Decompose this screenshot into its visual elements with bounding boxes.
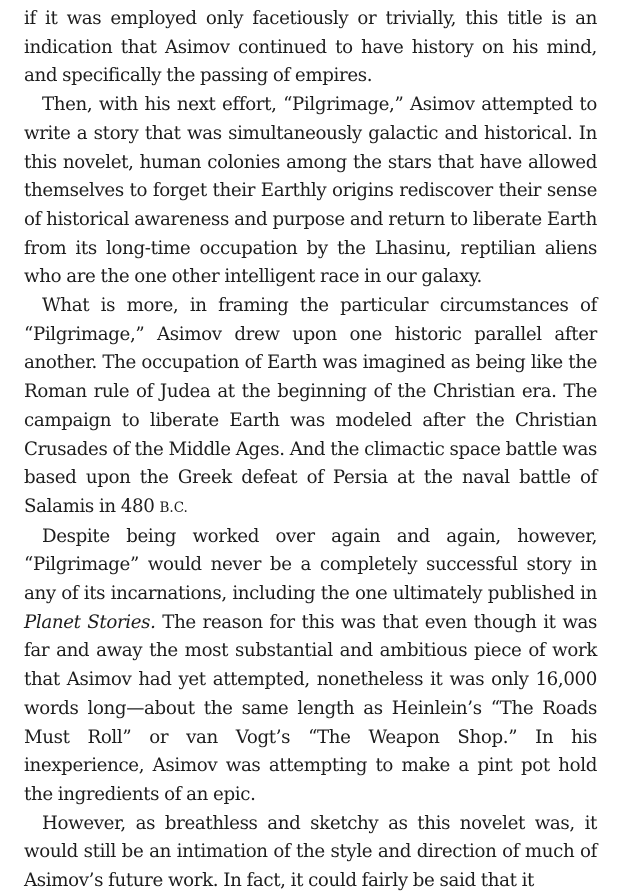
paragraph-5-text: However, as breathless and sketchy as this novelet was, it would still be an intimation of the style and direction of much of Asimov’s future work. In fact, it could fairly be said that it xyxy=(24,812,597,892)
paragraph-4-text-start: Despite being worked over again and again, however, “Pilgrimage” would never be a completely successful story in any of its incarnations, including the one ultimately published in xyxy=(24,525,597,605)
paragraph-5 xyxy=(24,810,597,896)
era-abbreviation: B.C. xyxy=(159,499,188,516)
paragraph-2-text: Then, with his next effort, “Pilgrimage,” Asimov attempted to write a story that was simultaneously galactic and historical. In this novelet, human colonies among the stars that have allowed themselves to forget their Earthly origins rediscover their sense of historical awareness and purpose and return to liberate Earth from its long-time occupation by the Lhasinu, reptilian aliens who are the one other intelligent race in our galaxy. xyxy=(24,94,597,288)
paragraph-4 xyxy=(24,523,597,810)
paragraph-4-text-end: The reason for this was that even though it was far and away the most substantial and ambitious piece of work that Asimov had yet attempted, nonetheless it was only 16,000 words long—about the same length as Heinlein’s “The Roads Must Roll” or van Vogt’s “The Weapon Shop.” In his inexperience, Asimov was attempting to make a pint pot hold the ingredients of an epic. xyxy=(24,611,598,805)
paragraph-1 xyxy=(24,5,597,91)
paragraph-1-text: if it was employed only facetiously or trivially, this title is an indication that Asimov continued to have history on his mind, and specifically the passing of empires. xyxy=(24,8,597,87)
magazine-title: Planet Stories. xyxy=(24,611,156,633)
paragraph-3-text: What is more, in framing the particular circumstances of “Pilgrimage,” Asimov drew upon one historic parallel after another. The occupation of Earth was imagined as being like the Roman rule of Judea at the beginning of the Christian era. The campaign to liberate Earth was modeled after the Christian Crusades of the Middle Ages. And the climactic space battle was based upon the Greek defeat of Persia at the naval battle of Salamis in 480 xyxy=(24,295,597,517)
paragraph-3 xyxy=(24,292,597,523)
paragraph-2 xyxy=(24,91,597,292)
